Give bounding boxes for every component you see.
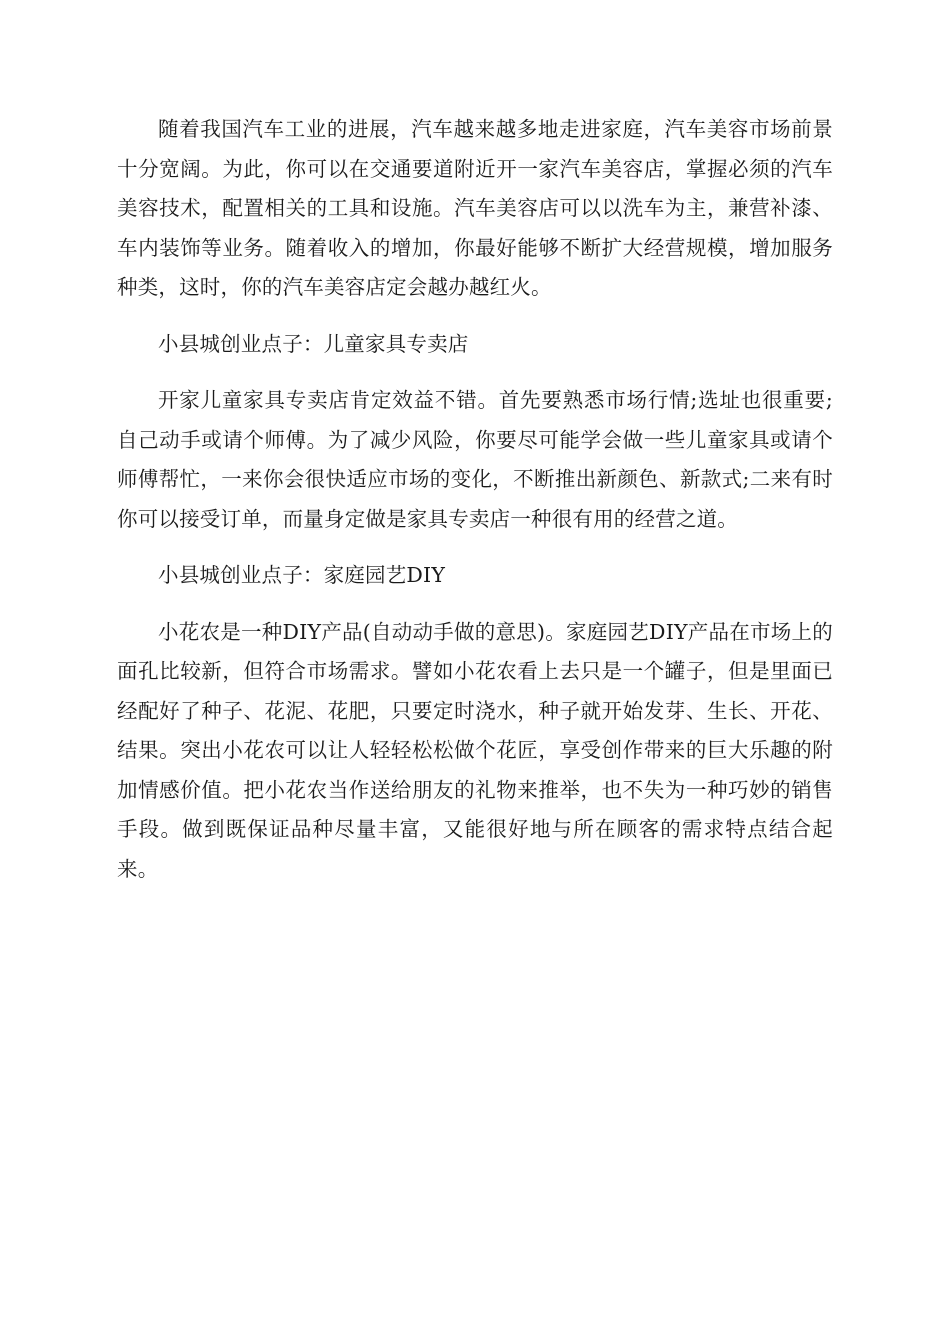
section-heading-home-gardening: 小县城创业点子：家庭园艺DIY: [158, 563, 446, 587]
document-page: [117, 110, 833, 906]
paragraph-car-beauty-shop: 随着我国汽车工业的进展，汽车越来越多地走进家庭，汽车美容市场前景十分宽阔。为此，你可以在交通要道附近开一家汽车美容店，掌握必须的汽车美容技术，配置相关的工具和设施。汽车美容店可以以洗车为主，兼营补漆、车内装饰等业务。随着收入的增加，你最好能够不断扩大经营规模，增加服务种类，这时，你的汽车美容店定会越办越红火。: [117, 117, 833, 299]
section-heading-kids-furniture: 小县城创业点子：儿童家具专卖店: [158, 331, 469, 356]
paragraph-home-gardening: 小花农是一种DIY产品(自动动手做的意思)。家庭园艺DIY产品在市场上的面孔比较新，但符合市场需求。譬如小花农看上去只是一个罐子，但是里面已经配好了种子、花泥、花肥，只要定时浇水，种子就开始发芽、生长、开花、结果。突出小花农可以让人轻轻松松做个花匠，享受创作带来的巨大乐趣的附加情感价值。把小花农当作送给朋友的礼物来推举，也不失为一种巧妙的销售手段。做到既保证品种尽量丰富，又能很好地与所在顾客的需求特点结合起来。: [117, 619, 833, 881]
paragraph-kids-furniture: 开家儿童家具专卖店肯定效益不错。首先要熟悉市场行情;选址也很重要;自己动手或请个师傅。为了减少风险，你要尽可能学会做一些儿童家具或请个师傅帮忙，一来你会很快适应市场的变化，不断推出新颜色、新款式;二来有时你可以接受订单，而量身定做是家具专卖店一种很有用的经营之道。: [117, 388, 833, 531]
